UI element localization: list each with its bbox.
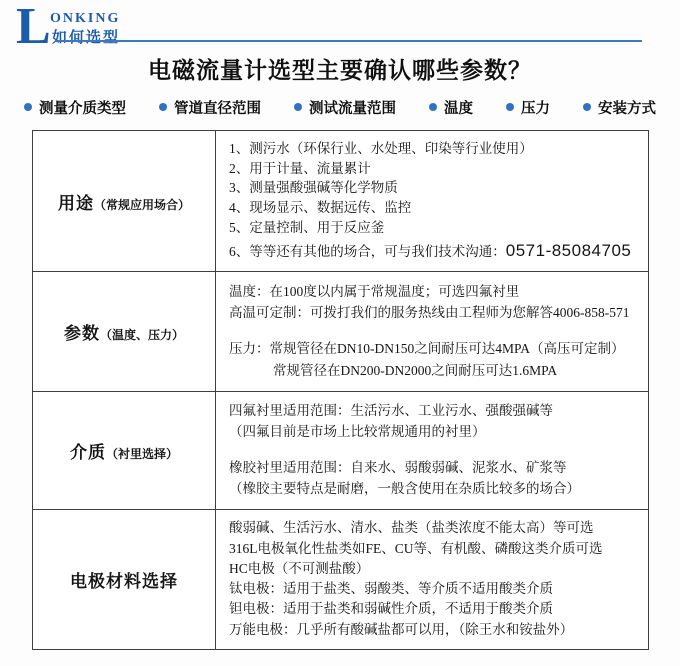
row-content-usage xyxy=(216,131,648,271)
criterion-label: 测量介质类型 xyxy=(39,100,126,117)
content-line: 3、测量强酸强碱等化学物质 xyxy=(229,180,398,196)
row-label-main: 介质 xyxy=(69,443,106,462)
table-row-electrode xyxy=(33,510,648,649)
bullet-dot-icon xyxy=(506,103,514,111)
criterion-medium-type xyxy=(24,97,126,118)
contact-phone: 0571-85084705 xyxy=(505,240,632,260)
content-line: 压力：常规管径在DN10-DN150之间耐压可达4MPA（高压可定制） xyxy=(229,341,625,357)
header-divider xyxy=(56,40,642,42)
content-line: 钽电极：适用于盐类和弱碱性介质，不适用于酸类介质 xyxy=(229,601,553,617)
criterion-installation xyxy=(583,97,656,118)
criterion-label: 温度 xyxy=(444,100,473,117)
content-line: 316L电极氧化性盐类如FE、CU等、有机酸、磷酸这类介质可选 xyxy=(229,540,603,556)
spec-table xyxy=(32,130,649,650)
row-content-medium xyxy=(216,392,648,509)
bullet-dot-icon xyxy=(294,103,302,111)
criterion-label: 压力 xyxy=(521,100,550,117)
content-line: （橡胶主要特点是耐磨，一般含使用在杂质比较多的场合） xyxy=(229,480,580,496)
content-line: 2、用于计量、流量累计 xyxy=(229,160,371,176)
table-row-parameters xyxy=(33,272,648,392)
contact-text: 6、等等还有其他的场合，可与我们技术沟通： xyxy=(229,243,506,259)
bullet-dot-icon xyxy=(429,103,437,111)
content-line: 橡胶衬里适用范围：自来水、弱酸弱碱、泥浆水、矿浆等 xyxy=(229,459,567,475)
logo-tagline: 如何选型 xyxy=(52,30,121,46)
row-content-electrode xyxy=(216,510,648,649)
page-title: 电磁流量计选型主要确认哪些参数？ xyxy=(148,58,532,83)
content-line: 酸弱碱、生活污水、清水、盐类（盐类浓度不能太高）等可选 xyxy=(229,520,594,536)
row-label-main: 电极材料选择 xyxy=(70,572,178,591)
content-line: 常规管径在DN200-DN2000之间耐压可达1.6MPA xyxy=(273,362,558,378)
criterion-flow-range xyxy=(294,97,396,118)
criteria-row xyxy=(0,94,680,120)
table-row-usage xyxy=(33,131,648,272)
bullet-dot-icon xyxy=(583,103,591,111)
logo-name: ONKING xyxy=(50,11,121,26)
lonking-logo xyxy=(16,0,166,55)
content-line: HC电极（不可测盐酸） xyxy=(229,560,370,576)
row-label-parameters xyxy=(33,272,216,391)
row-label-usage xyxy=(33,131,216,271)
content-line: 1、测污水（环保行业、水处理、印染等行业使用） xyxy=(229,140,533,156)
row-content-parameters xyxy=(216,272,648,391)
bullet-dot-icon xyxy=(159,103,167,111)
row-label-medium xyxy=(33,392,216,509)
row-label-electrode xyxy=(33,510,216,649)
row-label-main: 用途 xyxy=(57,193,94,213)
row-label-note: （衬里选择） xyxy=(105,447,178,461)
content-line: 4、现场显示、数据远传、监控 xyxy=(229,200,412,216)
content-line: 钛电极：适用于盐类、弱酸类、等介质不适用酸类介质 xyxy=(229,581,553,597)
logo-letter-icon: L xyxy=(16,0,51,55)
header xyxy=(0,0,680,55)
content-spacer xyxy=(229,326,642,336)
row-label-main: 参数 xyxy=(63,324,100,343)
criterion-pressure xyxy=(506,97,550,118)
bullet-dot-icon xyxy=(24,103,32,111)
content-line: 四氟衬里适用范围：生活污水、工业污水、强酸强碱等 xyxy=(229,403,553,419)
content-line-contact xyxy=(229,240,642,261)
criterion-pipe-diameter xyxy=(159,97,261,118)
criterion-label: 管道直径范围 xyxy=(174,100,261,117)
table-row-medium xyxy=(33,392,648,510)
criterion-label: 安装方式 xyxy=(598,100,656,117)
row-label-note: （温度、压力） xyxy=(99,328,184,342)
content-line: 5、定量控制、用于反应釜 xyxy=(229,220,385,236)
row-label-note: （常规应用场合） xyxy=(93,197,190,212)
content-line: 万能电极：几乎所有酸碱盐都可以用，（除王水和铵盐外） xyxy=(229,621,574,637)
content-line: 高温可定制：可拨打我们的服务热线由工程师为您解答4006-858-571 xyxy=(229,305,630,321)
criterion-temperature xyxy=(429,97,473,118)
criterion-label: 测试流量范围 xyxy=(309,100,396,117)
content-spacer xyxy=(229,446,642,456)
content-line: （四氟目前是市场上比较常规通用的衬里） xyxy=(229,424,486,440)
content-line: 温度：在100度以内属于常规温度；可选四氟衬里 xyxy=(229,283,520,299)
